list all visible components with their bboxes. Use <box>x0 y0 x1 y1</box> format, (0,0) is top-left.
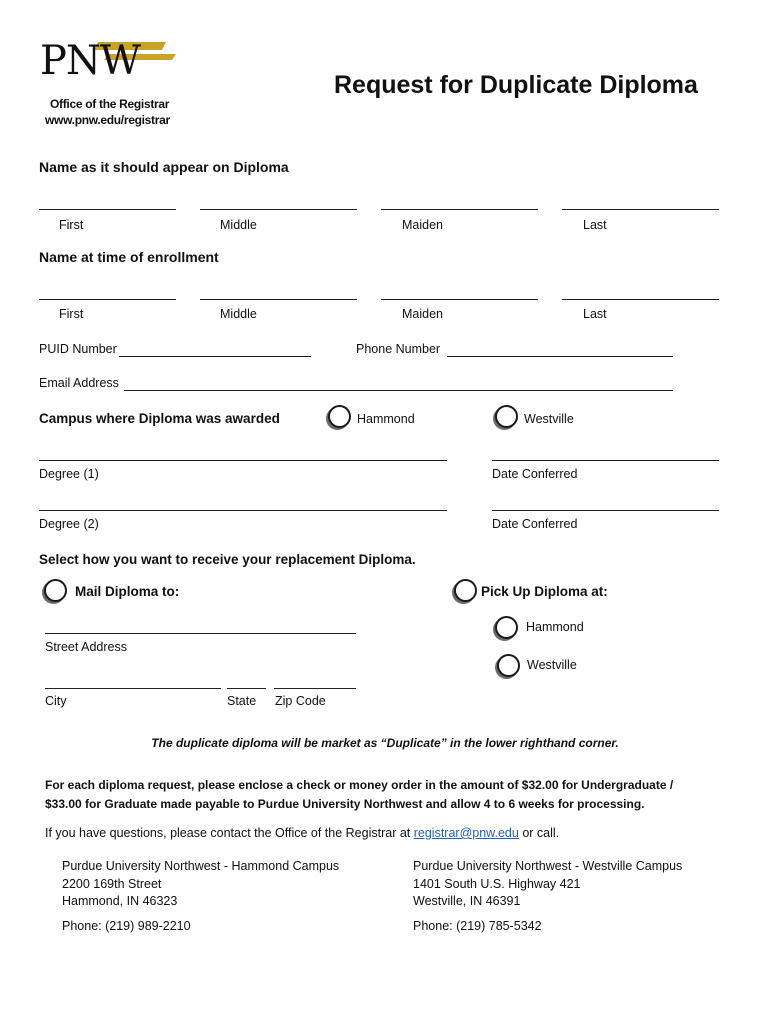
westville-city: Westville, IN 46391 <box>413 894 521 908</box>
campus-westville-label: Westville <box>524 412 574 426</box>
degree1-field[interactable] <box>39 460 447 461</box>
mail-label: Mail Diploma to: <box>75 584 180 599</box>
campus-label: Campus where Diploma was awarded <box>39 411 280 426</box>
state-label: State <box>227 694 257 708</box>
email-label: Email Address <box>39 376 119 390</box>
puid-field[interactable] <box>119 356 311 357</box>
name-enrollment-heading: Name at time of enrollment <box>39 249 219 265</box>
pickup-westville-label: Westville <box>527 658 577 672</box>
logo-text: PNW <box>40 38 141 84</box>
date1-field[interactable] <box>492 460 719 461</box>
office-name: Office of the Registrar <box>50 97 170 111</box>
hammond-phone: Phone: (219) 989-2210 <box>62 918 191 933</box>
hammond-city: Hammond, IN 46323 <box>62 894 178 908</box>
pickup-radio[interactable] <box>454 579 477 602</box>
delivery-heading: Select how you want to receive your replacement Diploma. <box>39 552 416 567</box>
maiden-label: Maiden <box>402 218 443 232</box>
enroll-last-label: Last <box>583 307 607 321</box>
westville-name: Purdue University Northwest - Westville Campus <box>413 859 683 873</box>
name-diploma-heading: Name as it should appear on Diploma <box>39 159 289 175</box>
office-url: www.pnw.edu/registrar <box>45 113 170 127</box>
degree1-label: Degree (1) <box>39 467 99 481</box>
first-label: First <box>59 218 84 232</box>
last-label: Last <box>583 218 607 232</box>
degree2-label: Degree (2) <box>39 517 99 531</box>
enroll-maiden-label: Maiden <box>402 307 443 321</box>
zip-field[interactable] <box>274 688 356 689</box>
phone-label: Phone Number <box>356 342 441 356</box>
pickup-label: Pick Up Diploma at: <box>481 584 608 599</box>
hammond-address <box>62 858 339 935</box>
middle-label: Middle <box>220 218 257 232</box>
payment-line-1: For each diploma request, please enclose a check or money order in the amount of $32.00 for Undergraduate / <box>45 778 674 792</box>
mail-radio[interactable] <box>44 579 67 602</box>
duplicate-note: The duplicate diploma will be market as “Duplicate” in the lower righthand corner. <box>151 736 619 750</box>
contact-text-before: If you have questions, please contact the Office of the Registrar at <box>45 826 414 840</box>
puid-label: PUID Number <box>39 342 117 356</box>
state-field[interactable] <box>227 688 266 689</box>
westville-street: 1401 South U.S. Highway 421 <box>413 876 581 891</box>
enroll-maiden-name-field[interactable] <box>381 299 538 300</box>
street-field[interactable] <box>45 633 356 634</box>
enroll-middle-name-field[interactable] <box>200 299 357 300</box>
last-name-field[interactable] <box>562 209 719 210</box>
city-label: City <box>45 694 67 708</box>
hammond-name: Purdue University Northwest - Hammond Campus <box>62 859 340 873</box>
pickup-hammond-radio[interactable] <box>495 616 518 639</box>
date1-label: Date Conferred <box>492 467 578 481</box>
city-field[interactable] <box>45 688 221 689</box>
pickup-hammond-label: Hammond <box>526 620 584 634</box>
campus-hammond-radio[interactable] <box>328 405 351 428</box>
pickup-westville-radio[interactable] <box>497 654 520 677</box>
first-name-field[interactable] <box>39 209 176 210</box>
campus-hammond-label: Hammond <box>357 412 415 426</box>
enroll-first-name-field[interactable] <box>39 299 176 300</box>
hammond-street: 2200 169th Street <box>62 876 162 891</box>
middle-name-field[interactable] <box>200 209 357 210</box>
campus-westville-radio[interactable] <box>495 405 518 428</box>
zip-label: Zip Code <box>275 694 326 708</box>
registrar-email-link[interactable]: registrar@pnw.edu <box>413 826 519 840</box>
page-title: Request for Duplicate Diploma <box>334 71 698 99</box>
westville-address <box>413 858 682 935</box>
payment-line-2: $33.00 for Graduate made payable to Purdue University Northwest and allow 4 to 6 weeks for processing. <box>45 797 645 811</box>
contact-line <box>45 826 559 840</box>
date2-field[interactable] <box>492 510 719 511</box>
contact-text-after: or call. <box>518 826 560 840</box>
street-label: Street Address <box>45 640 127 654</box>
email-field[interactable] <box>124 390 673 391</box>
degree2-field[interactable] <box>39 510 447 511</box>
westville-phone: Phone: (219) 785-5342 <box>413 918 542 933</box>
date2-label: Date Conferred <box>492 517 578 531</box>
enroll-first-label: First <box>59 307 84 321</box>
enroll-middle-label: Middle <box>220 307 257 321</box>
enroll-last-name-field[interactable] <box>562 299 719 300</box>
phone-field[interactable] <box>447 356 673 357</box>
maiden-name-field[interactable] <box>381 209 538 210</box>
